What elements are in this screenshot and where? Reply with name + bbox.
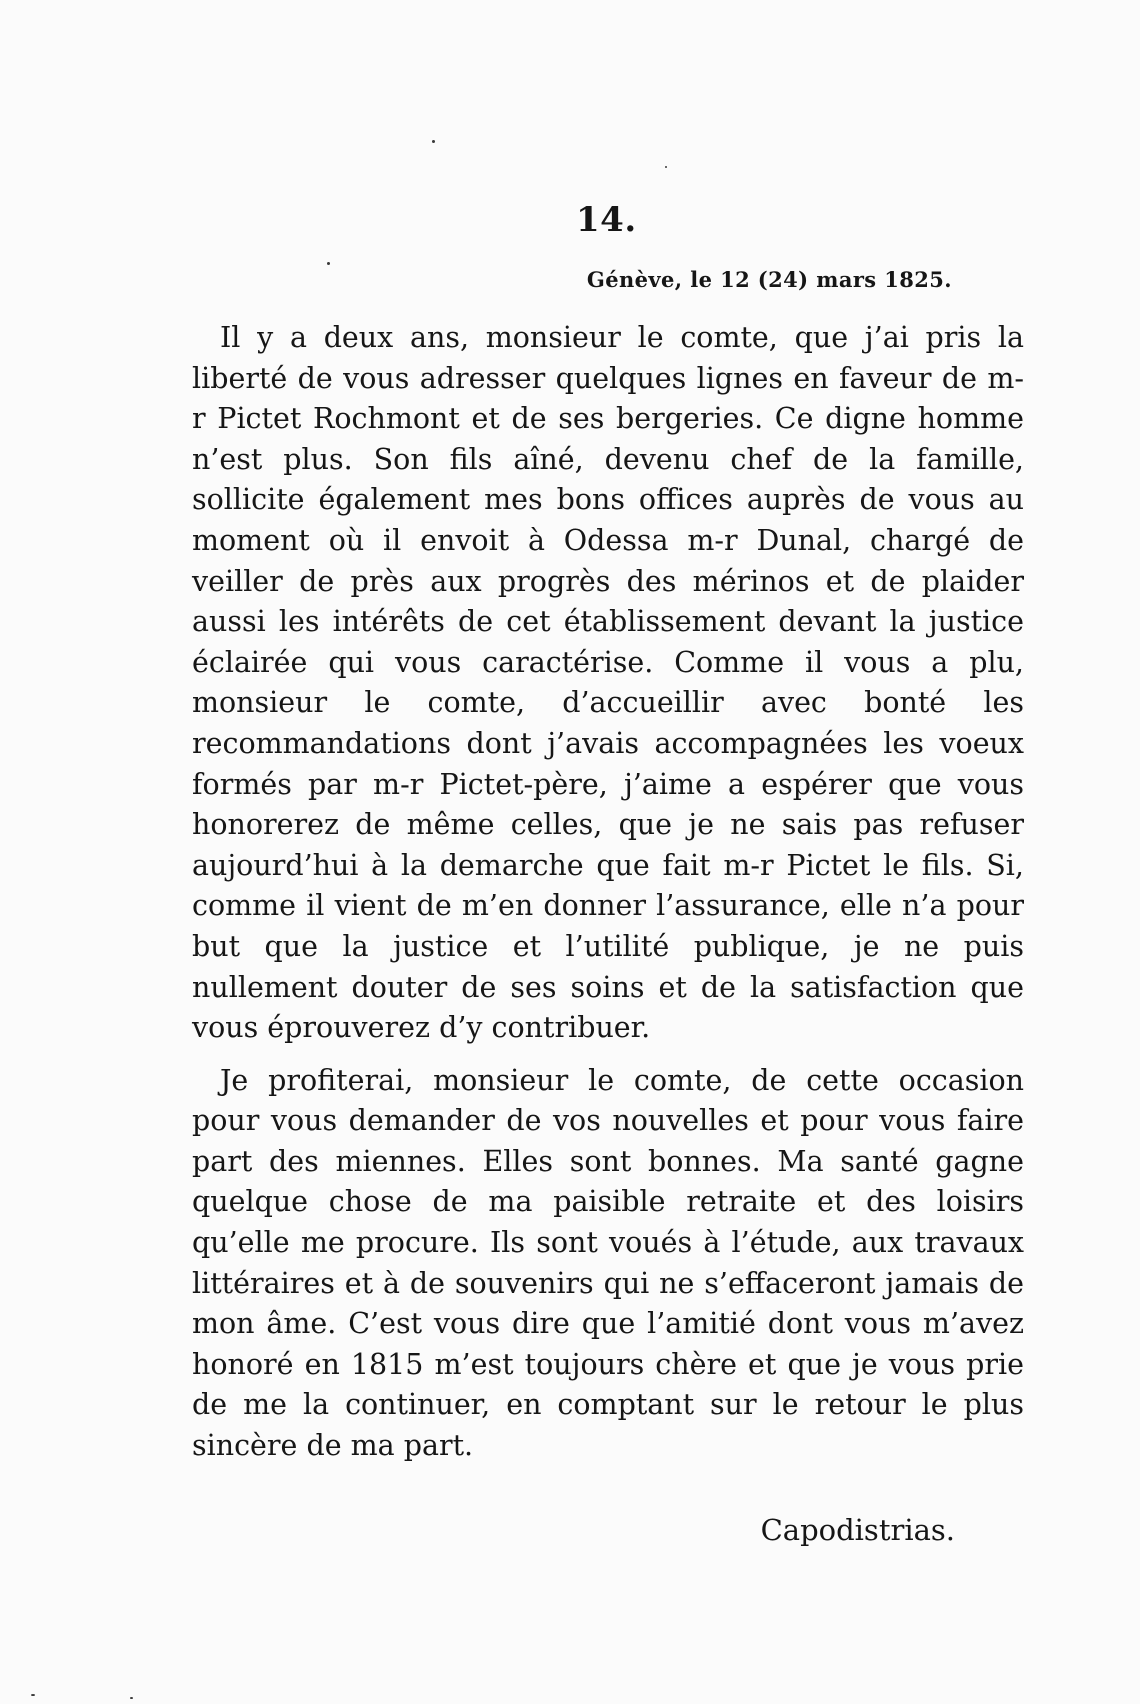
letter-number: 14.	[576, 200, 637, 240]
print-speck	[432, 140, 435, 143]
print-speck	[327, 262, 330, 265]
dateline: Génève, le 12 (24) mars 1825.	[586, 267, 952, 292]
print-speck	[31, 1694, 35, 1696]
print-speck	[665, 166, 667, 168]
paragraph-2: Je profiterai, monsieur le comte, de cette occasion pour vous demander de vos nouvelles et pour vous faire part des miennes. Elles sont bonnes. Ma santé gagne quelque chose de ma paisible retraite et des loisirs qu’elle me procure. Ils sont voués à l’étude, aux travaux littéraires et à de souvenirs qui ne s’effaceront jamais de mon âme. C’est vous dire que l’amitié dont vous m’avez honoré en 1815 m’est toujours chère et que je vous prie de me la continuer, en comptant sur le retour le plus sincère de ma part.	[192, 1063, 1024, 1463]
paragraph-1: Il y a deux ans, monsieur le comte, que j’ai pris la liberté de vous adresser quelques lignes en faveur de m-r Pictet Rochmont et de ses bergeries. Ce digne homme n’est plus. Son fils aîné, devenu chef de la famille, sollicite également mes bons offices auprès de vous au moment où il envoit à Odessa m-r Dunal, chargé de veiller de près aux progrès des mérinos et de plaider aussi les intérêts de cet établissement devant la justice éclairée qui vous caractérise. Comme il vous a plu, monsieur le comte, d’accueillir avec bonté les recommandations dont j’avais accompagnées les voeux formés par m-r Pictet-père, j’aime a espérer que vous honorerez de même celles, que je ne sais pas refuser aujourd’hui à la demarche que fait m-r Pictet le fils. Si, comme il vient de m’en donner l’assurance, elle n’a pour but que la justice et l’utilité publique, je ne puis nullement douter de ses soins et de la satisfaction que vous éprouverez d’y contribuer.	[192, 321, 1024, 1045]
signature: Capodistrias.	[760, 1513, 955, 1547]
print-speck	[130, 1697, 133, 1699]
letter-body	[192, 318, 1024, 1467]
